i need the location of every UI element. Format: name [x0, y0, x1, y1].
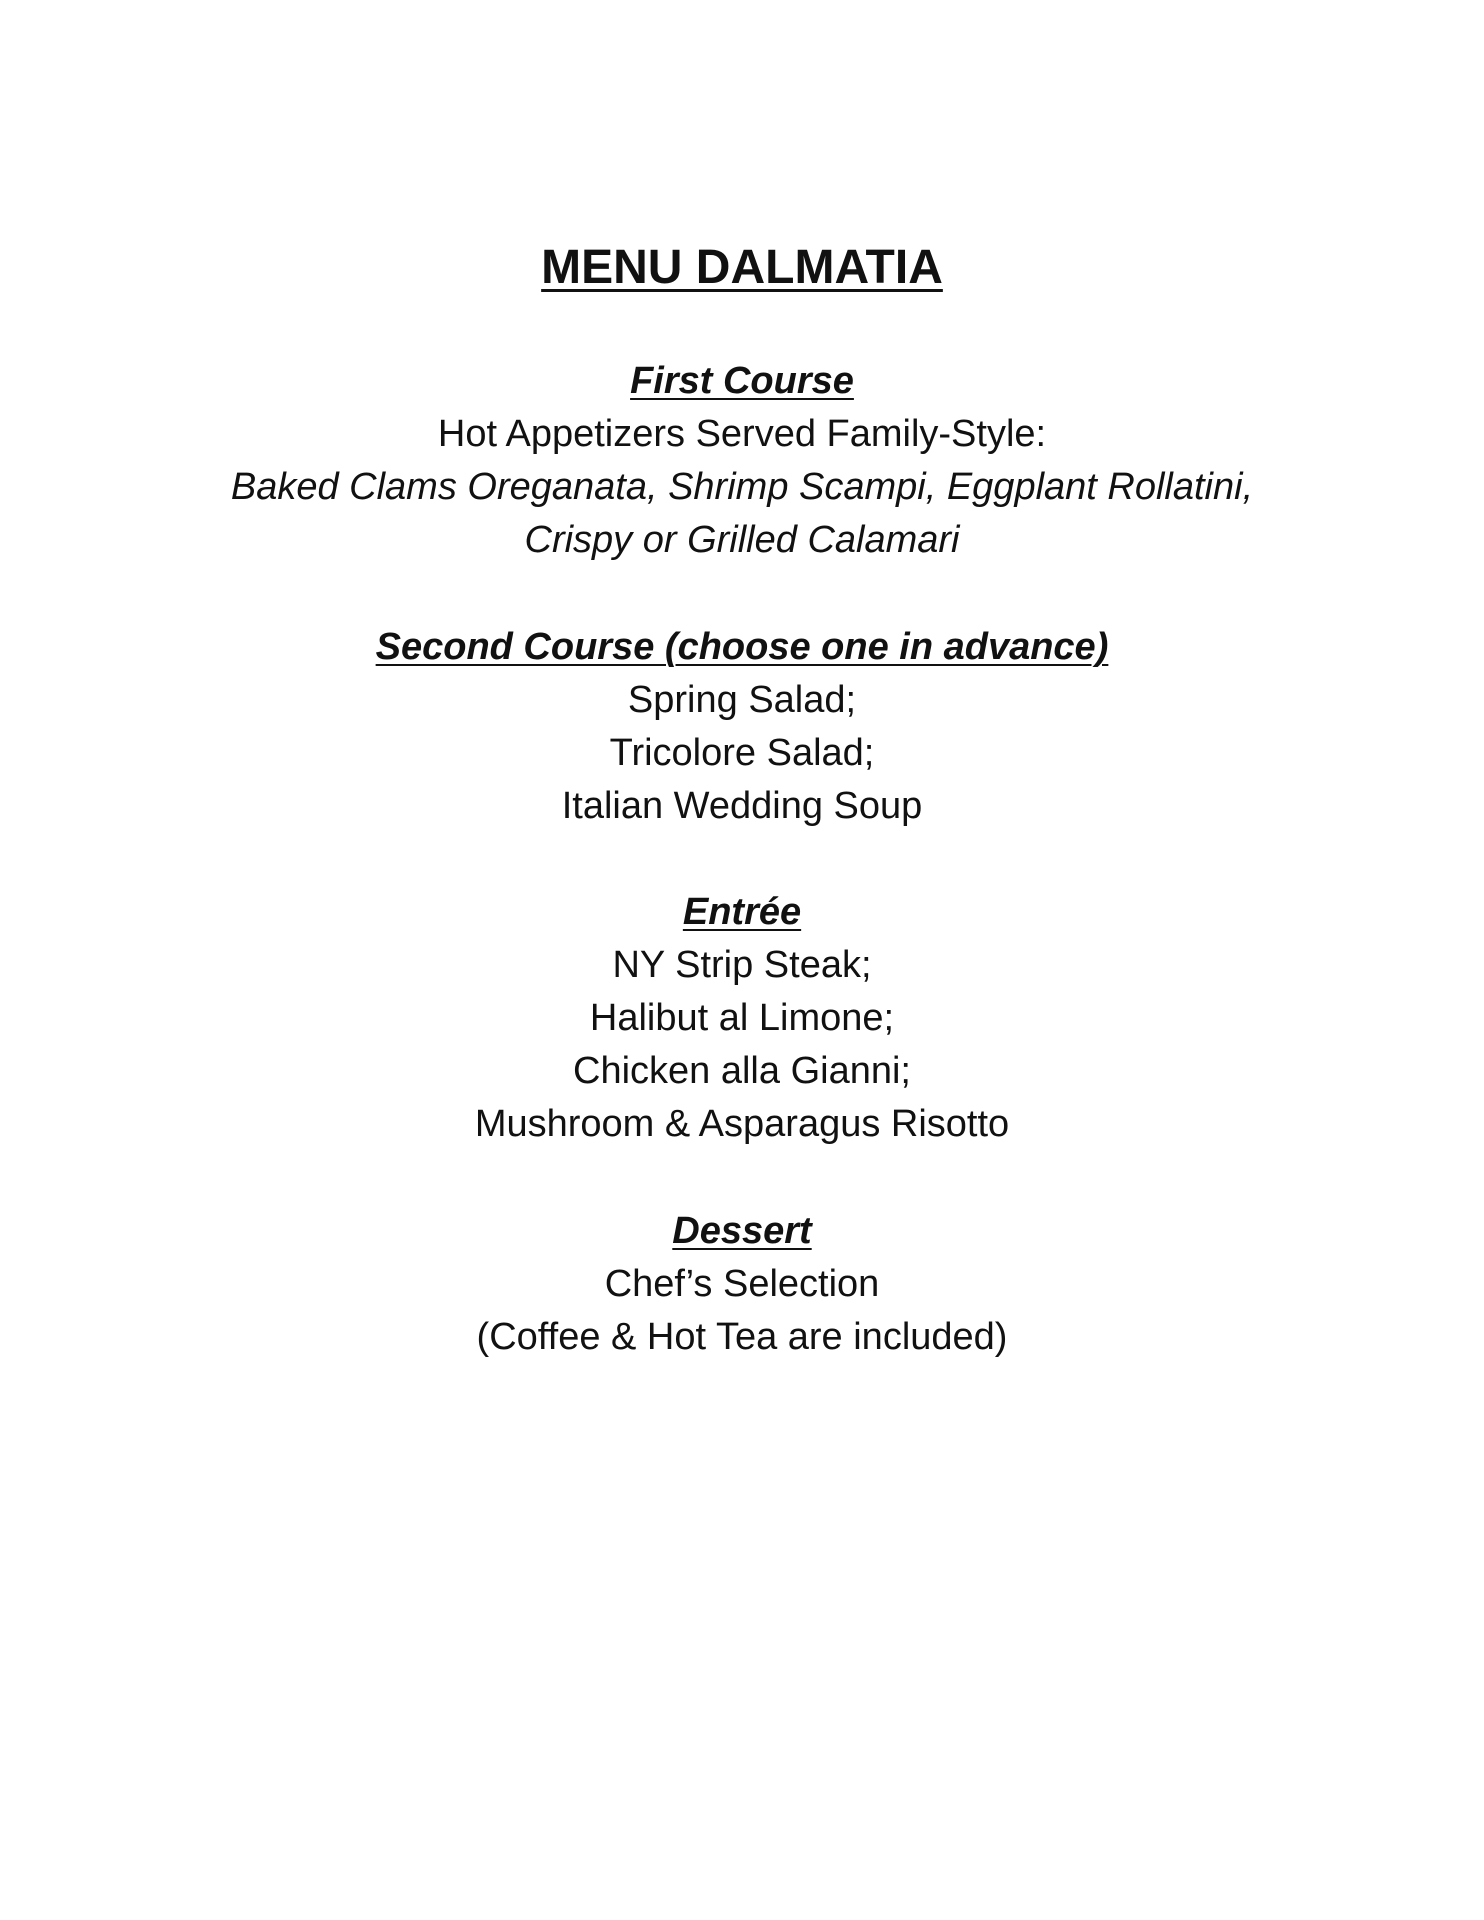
- dessert-item: Chef’s Selection: [604, 1263, 880, 1305]
- second-course-item: Tricolore Salad;: [609, 732, 875, 774]
- entree-item: NY Strip Steak;: [612, 944, 872, 986]
- first-course-items: Baked Clams Oreganata, Shrimp Scampi, Eggplant Rollatini,: [230, 466, 1254, 508]
- first-course-items-cont: Crispy or Grilled Calamari: [524, 519, 960, 561]
- second-course-section: [0, 621, 1484, 833]
- second-course-heading: Second Course (choose one in advance): [375, 626, 1109, 668]
- entree-section: [0, 886, 1484, 1151]
- entree-item: Mushroom & Asparagus Risotto: [474, 1103, 1010, 1145]
- entree-item: Chicken alla Gianni;: [573, 1050, 911, 1092]
- entree-item: Halibut al Limone;: [589, 997, 895, 1039]
- menu-title: MENU DALMATIA: [541, 241, 943, 294]
- second-course-item: Italian Wedding Soup: [561, 785, 923, 827]
- dessert-heading: Dessert: [672, 1210, 812, 1252]
- first-course-intro: Hot Appetizers Served Family-Style:: [437, 413, 1047, 455]
- dessert-note: (Coffee & Hot Tea are included): [476, 1316, 1008, 1358]
- dessert-section: [0, 1205, 1484, 1364]
- first-course-section: [0, 355, 1484, 567]
- entree-heading: Entrée: [682, 891, 802, 933]
- second-course-item: Spring Salad;: [627, 679, 857, 721]
- first-course-heading: First Course: [630, 360, 854, 402]
